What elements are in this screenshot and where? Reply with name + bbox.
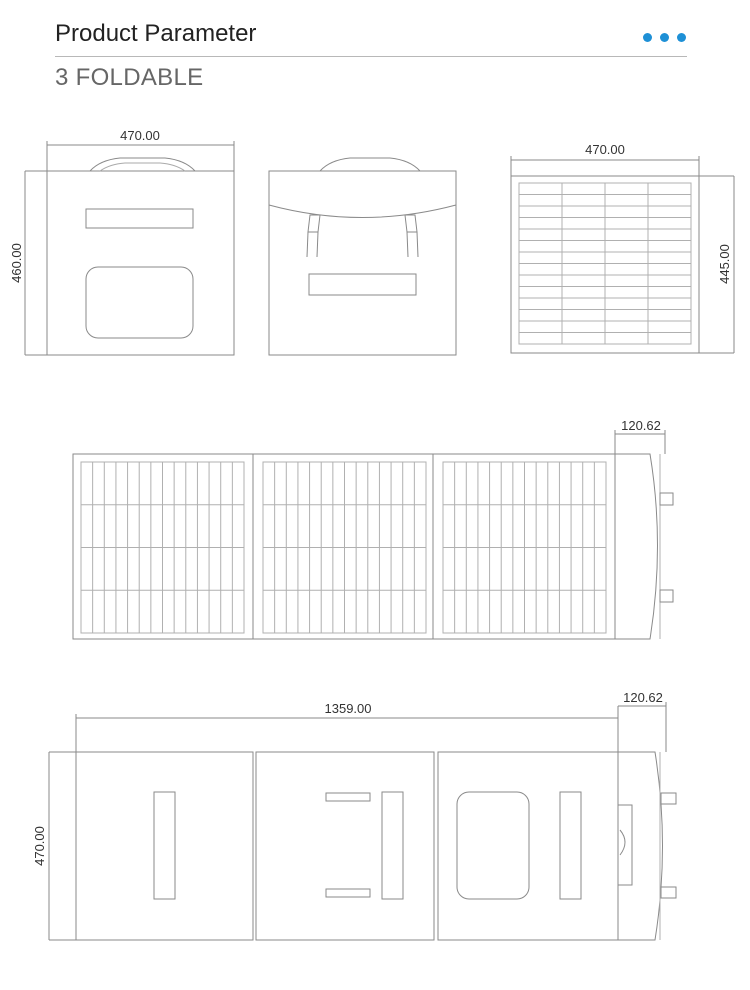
unfolded-back-view [49,702,676,940]
section-subtitle: 3 FOLDABLE [55,64,204,91]
dim-front-width: 470.00 [120,128,160,143]
page-title: Product Parameter [55,20,257,47]
dim-front-height: 460.00 [9,243,24,283]
closed-front-view [25,141,234,355]
dim-back-height: 470.00 [32,826,47,866]
dim-panel-width: 470.00 [585,142,625,157]
panel-face-view [511,156,734,353]
dim-back-depth: 120.62 [623,690,663,705]
dim-length: 1359.00 [324,701,372,716]
dim-panel-height: 445.00 [717,244,732,284]
unfolded-front-view [73,430,673,639]
dim-open-depth: 120.62 [621,418,661,433]
closed-back-view [269,158,456,355]
